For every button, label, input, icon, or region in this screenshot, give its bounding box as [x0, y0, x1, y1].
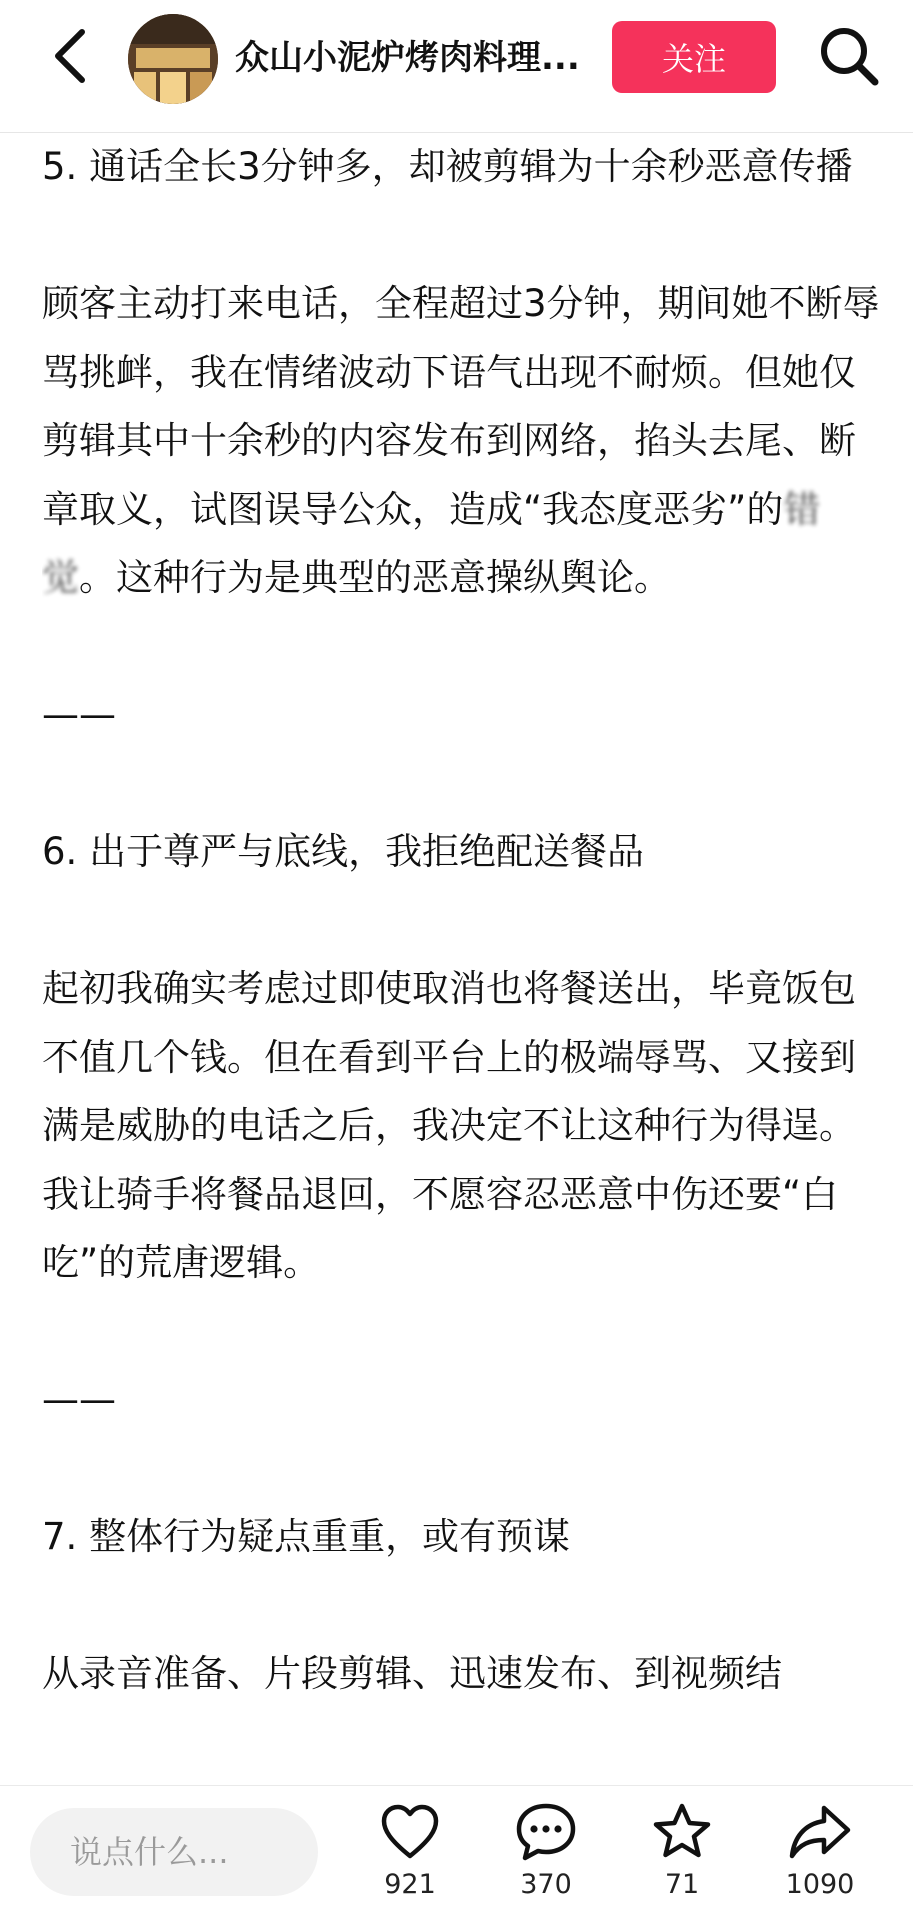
section-divider: ——	[42, 1378, 116, 1421]
share-arrow-icon	[788, 1800, 852, 1864]
share-count: 1090	[785, 1869, 855, 1900]
comment-button[interactable]	[496, 1800, 596, 1910]
back-button[interactable]	[44, 26, 96, 86]
section-5-body-part-a: 顾客主动打来电话，全程超过3分钟，期间她不断辱骂挑衅，我在情绪波动下语气出现不耐烦。但她仅剪辑其中十余秒的内容发布到网络，掐头去尾、断章取义，试图误导公众，造成“我态度恶劣”的	[42, 282, 880, 531]
like-button[interactable]	[360, 1800, 460, 1910]
comment-bubble-icon	[514, 1800, 578, 1864]
storefront-image	[128, 14, 218, 104]
section-7-body: 从录音准备、片段剪辑、迅速发布、到视频结	[42, 1652, 782, 1695]
shop-name[interactable]: 众山小泥炉烤肉料理...	[235, 38, 580, 78]
bottom-action-bar	[0, 1785, 913, 1915]
comment-count: 370	[520, 1869, 572, 1900]
search-icon	[815, 22, 883, 90]
section-5-body	[42, 270, 882, 613]
star-icon	[650, 1800, 714, 1864]
shop-avatar[interactable]	[128, 14, 218, 104]
section-6-title: 6. 出于尊严与底线，我拒绝配送餐品	[42, 830, 645, 873]
follow-button[interactable]: 关注	[612, 21, 776, 93]
comment-input[interactable]	[30, 1808, 318, 1896]
top-bar	[0, 0, 913, 133]
search-button[interactable]	[815, 22, 883, 90]
favorite-count: 71	[664, 1869, 700, 1900]
section-7-title: 7. 整体行为疑点重重，或有预谋	[42, 1515, 571, 1558]
share-button[interactable]	[770, 1800, 870, 1910]
section-5-title: 5. 通话全长3分钟多，却被剪辑为十余秒恶意传播	[42, 145, 853, 188]
section-6-body: 起初我确实考虑过即使取消也将餐送出，毕竟饭包不值几个钱。但在看到平台上的极端辱骂、又接到满是威胁的电话之后，我决定不让这种行为得逞。我让骑手将餐品退回，不愿容忍恶意中伤还要“白吃”的荒唐逻辑。	[42, 967, 856, 1284]
like-count: 921	[384, 1869, 436, 1900]
favorite-button[interactable]	[632, 1800, 732, 1910]
section-divider: ——	[42, 693, 116, 736]
section-5-body-part-b: 。这种行为是典型的恶意操纵舆论。	[79, 556, 671, 599]
chevron-left-icon	[52, 28, 88, 84]
article-body	[42, 133, 882, 1785]
blurred-text: 错觉	[42, 487, 821, 599]
heart-icon	[378, 1800, 442, 1864]
